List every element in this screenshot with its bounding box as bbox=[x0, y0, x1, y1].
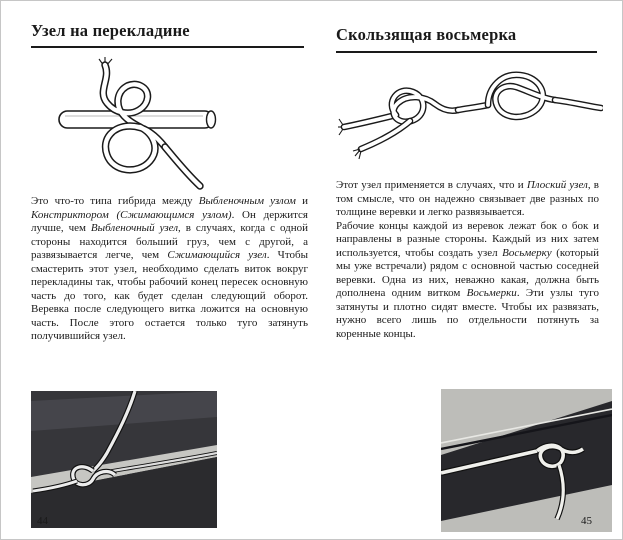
left-page-number: 44 bbox=[37, 515, 48, 527]
right-body-text bbox=[336, 179, 599, 341]
figure-eight-bend-photo bbox=[441, 389, 612, 532]
right-title-rule bbox=[336, 51, 597, 53]
knot-on-tarpaulin-photo-image bbox=[31, 391, 217, 528]
figure-eight-bend-drawing bbox=[338, 57, 603, 177]
crossbar-knot-drawing bbox=[47, 55, 257, 193]
figure-eight-bend-illustration bbox=[338, 57, 603, 177]
right-paragraph-2: Рабочие концы каждой из веревок лежат бок о бок и направлены в разные стороны. Каждый из них затем используется, чтобы создать узел Восьмерку (который мы уже встречали) рядом с основной частью соседней веревки. Одна из них, неважно какая, должна быть дополнена одним витком Восьмерки. Эти узлы туго затянуты и плотно сидят вместе. Чтобы их развязать, нужно всего лишь по отдельности потянуть за коренные концы. bbox=[336, 219, 599, 340]
right-page-title: Скользящая восьмерка bbox=[336, 25, 517, 44]
left-title-rule bbox=[31, 46, 304, 48]
right-paragraph-1: Этот узел применяется в случаях, что и Плоский узел, в том смысле, что он надежно связывает две разных по толщине веревки и легко развязывается. bbox=[336, 179, 599, 218]
left-body-text: Это что-то типа гибрида между Выбленочным узлом и Констриктором (Сжимающимся узлом). Он держится лучше, чем Выбленочный узел, в случаях, когда с одной стороны находится больший груз, чем с другой, а развязывается легче, чем Сжимающийся узел. Чтобы смастерить этот узел, необходимо сделать виток вокруг перекладины так, чтобы рабочий конец пересек основную часть до того, как будет сделан следующий оборот. Веревка после следующего витка ложится на основную часть. После этого остается только туго затянуть получившийся узел. bbox=[31, 195, 309, 342]
right-page-number: 45 bbox=[581, 515, 592, 527]
figure-eight-knot-photo-image bbox=[441, 389, 612, 532]
crossbar-knot-photo bbox=[31, 391, 217, 528]
crossbar-knot-illustration bbox=[47, 55, 257, 193]
left-page-title: Узел на перекладине bbox=[31, 21, 190, 40]
